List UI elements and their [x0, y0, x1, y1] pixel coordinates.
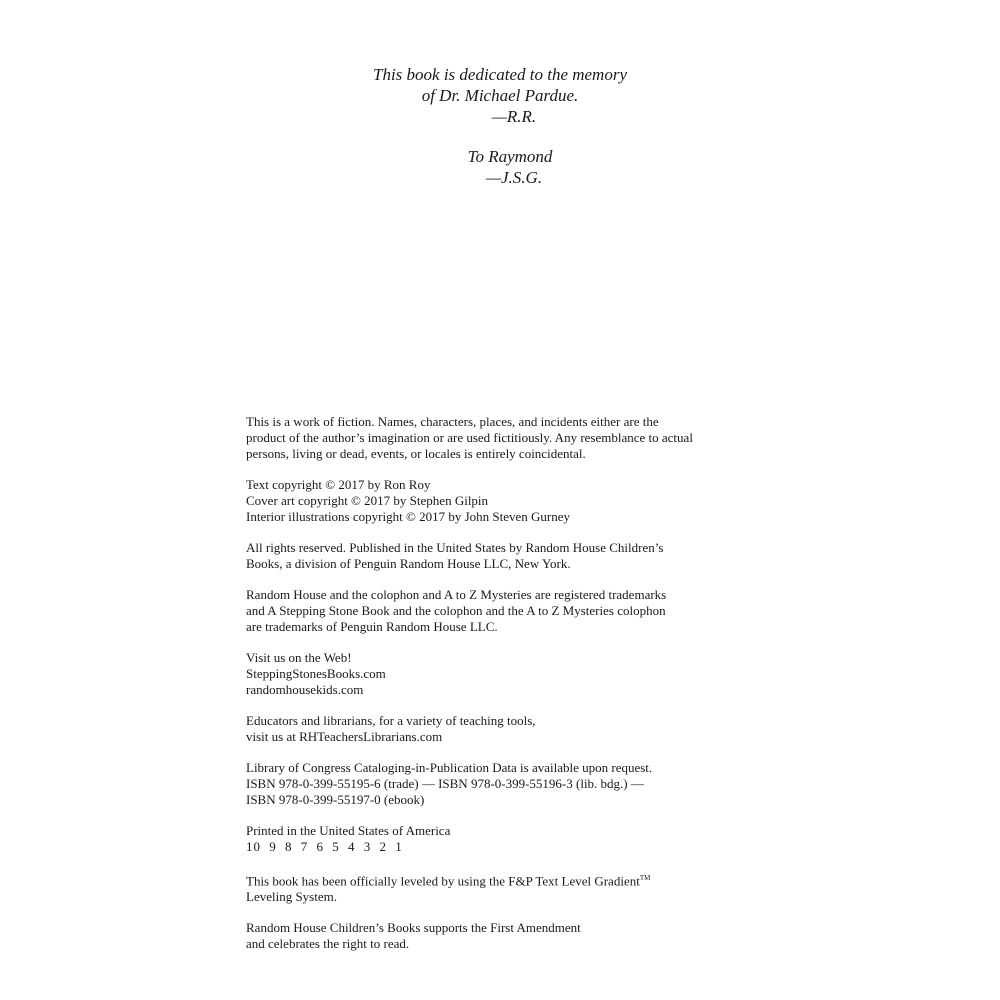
dedication-signature: —R.R.: [491, 107, 537, 126]
text-line: Random House Children’s Books supports the First Amendment: [246, 920, 581, 936]
dedication-line: This book is dedicated to the memory: [372, 65, 627, 84]
dedication-jsg: [0, 146, 1000, 188]
text-line: Leveling System.: [246, 889, 337, 905]
text-line: [246, 870, 806, 889]
text-line: All rights reserved. Published in the United States by Random House Children’s: [246, 540, 664, 555]
text-line: Books, a division of Penguin Random House LLC, New York.: [246, 556, 571, 571]
text-line: Random House and the colophon and A to Z Mysteries are registered trademarks: [246, 587, 667, 602]
text-line: are trademarks of Penguin Random House LLC.: [246, 619, 498, 634]
text-line: SteppingStonesBooks.com: [246, 666, 386, 681]
first-amendment-note: [246, 920, 806, 952]
trademark-symbol: TM: [639, 874, 651, 882]
text-line: Interior illustrations copyright © 2017 by John Steven Gurney: [246, 509, 570, 524]
text-line: Library of Congress Cataloging-in-Publication Data is available upon request.: [246, 760, 653, 775]
web-links: [246, 650, 806, 698]
fiction-notice: [246, 414, 806, 462]
copyright-notice: [246, 414, 806, 967]
rights-statement: [246, 540, 806, 572]
text-line: randomhousekids.com: [246, 682, 364, 697]
dedication-rr: [0, 64, 1000, 127]
dedication-line: of Dr. Michael Pardue.: [421, 86, 579, 105]
dedication: [0, 64, 1000, 188]
text-line: product of the author’s imagination or are used fictitiously. Any resemblance to actual: [246, 430, 693, 445]
educators-note: [246, 713, 806, 745]
printed-in: Printed in the United States of America: [246, 823, 451, 838]
leveling-text: This book has been officially leveled by using the F&P Text Level Gradient: [246, 873, 640, 889]
text-line: Visit us on the Web!: [246, 650, 352, 665]
trademark-statement: [246, 587, 806, 635]
text-line: persons, living or dead, events, or locales is entirely coincidental.: [246, 446, 586, 461]
text-line: and celebrates the right to read.: [246, 936, 410, 952]
text-line: visit us at RHTeachersLibrarians.com: [246, 729, 443, 744]
printing-info: [246, 823, 806, 855]
isbn-line: ISBN 978-0-399-55197-0 (ebook): [246, 792, 425, 807]
text-line: and A Stepping Stone Book and the colophon and the A to Z Mysteries colophon: [246, 603, 666, 618]
text-line: Educators and librarians, for a variety of teaching tools,: [246, 713, 536, 728]
leveling-note: [246, 870, 806, 905]
text-line: Text copyright © 2017 by Ron Roy: [246, 477, 431, 492]
dedication-signature: —J.S.G.: [485, 168, 543, 187]
printing-numbers: 10 9 8 7 6 5 4 3 2 1: [246, 839, 403, 854]
text-line: Cover art copyright © 2017 by Stephen Gilpin: [246, 493, 489, 508]
isbn-line: ISBN 978-0-399-55195-6 (trade) — ISBN 978-0-399-55196-3 (lib. bdg.) —: [246, 776, 644, 791]
cip-data: [246, 760, 806, 808]
copyright-credits: [246, 477, 806, 525]
dedication-line: To Raymond: [467, 147, 553, 166]
text-line: This is a work of fiction. Names, characters, places, and incidents either are the: [246, 414, 659, 429]
